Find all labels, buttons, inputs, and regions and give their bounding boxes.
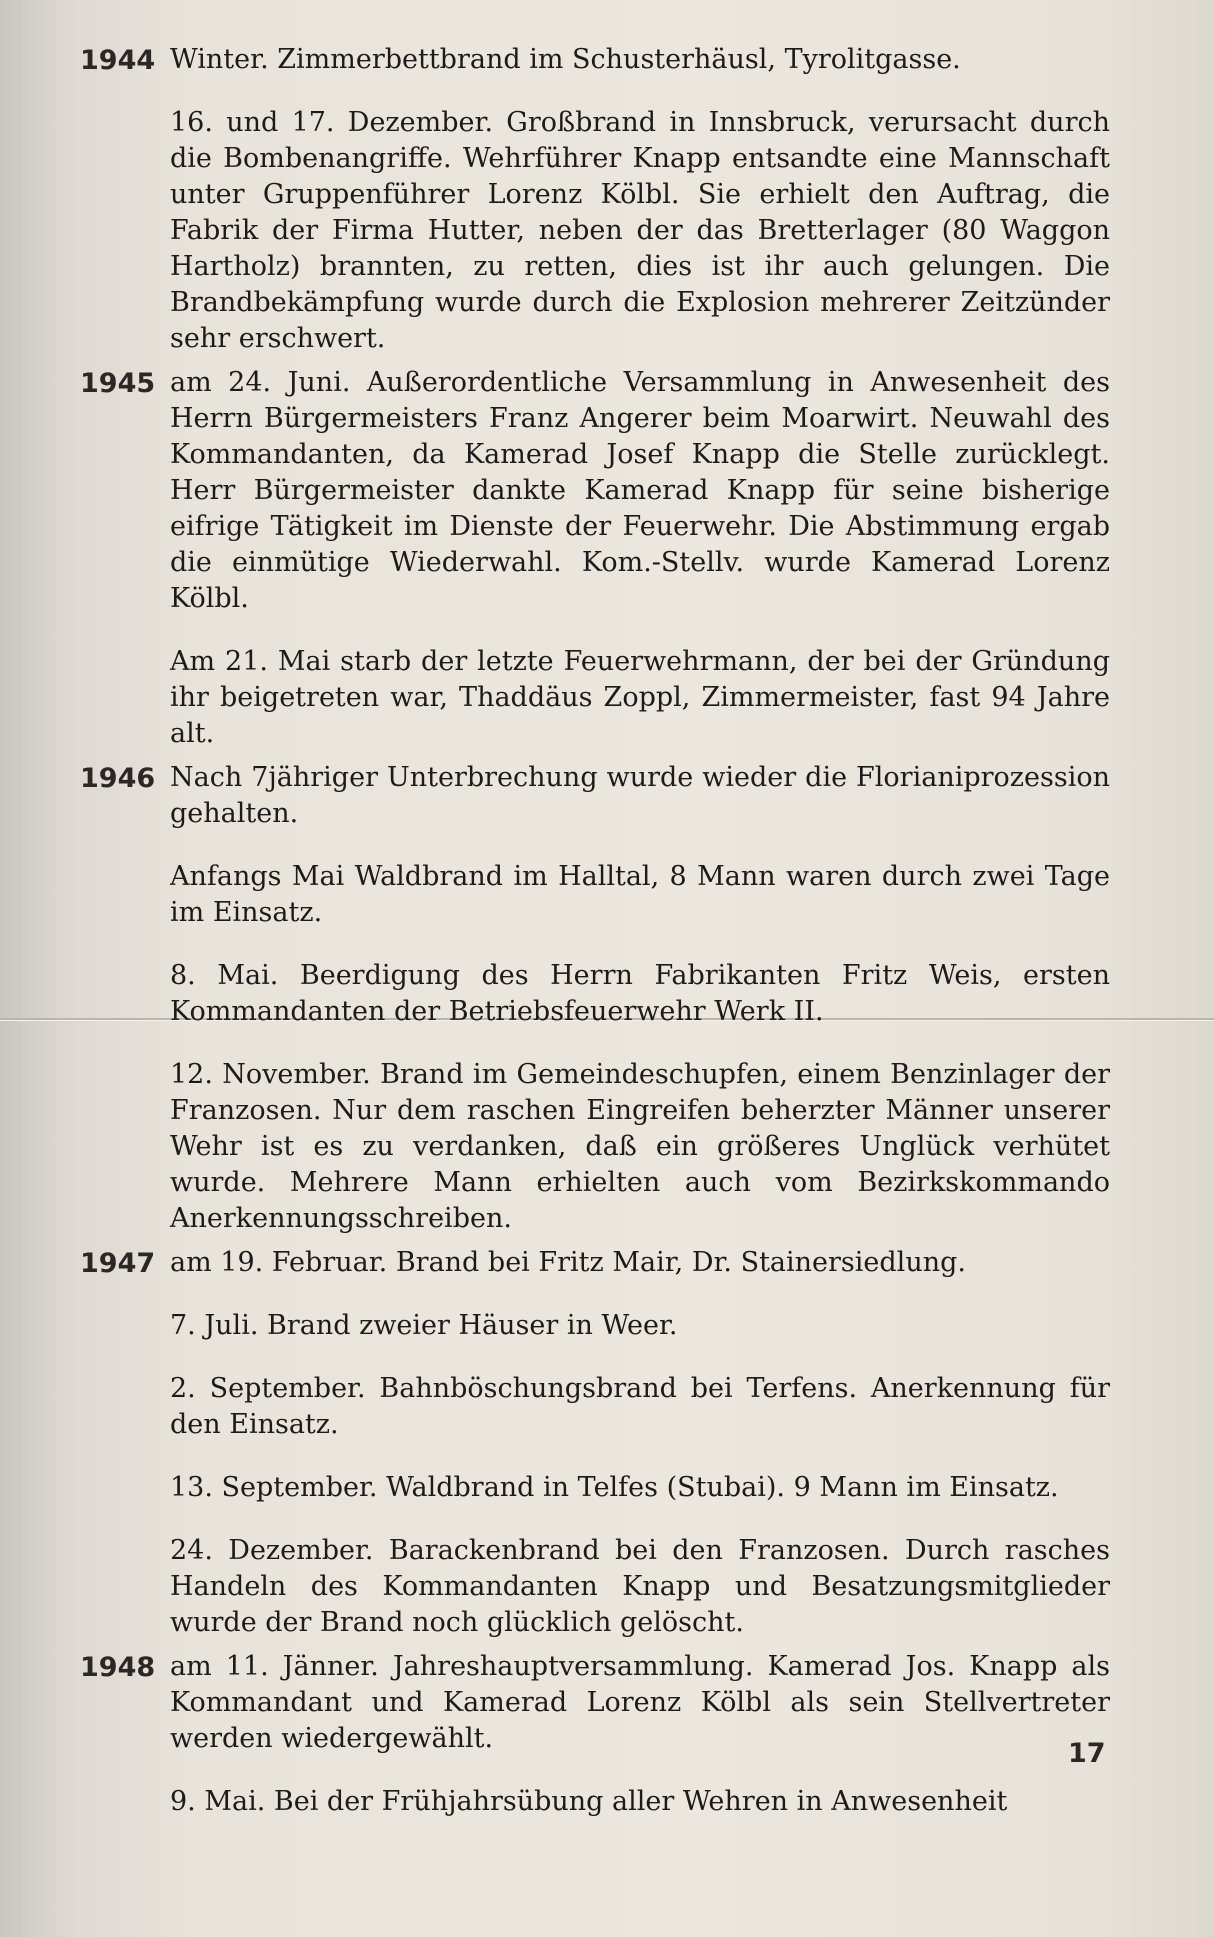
- year-block-1945: [0, 365, 1214, 752]
- chronicle-entry: 9. Mai. Bei der Frühjahrsübung aller Wehren in Anwesenheit: [170, 1786, 1008, 1817]
- chronicle-entry: am 19. Februar. Brand bei Fritz Mair, Dr. Stainersiedlung.: [170, 1247, 966, 1278]
- year-block-1944: [0, 42, 1214, 357]
- chronicle-entry: Anfangs Mai Waldbrand im Halltal, 8 Mann waren durch zwei Tage im Einsatz.: [170, 861, 1110, 928]
- year-block-1948: [0, 1649, 1214, 1820]
- year-block-1947: [0, 1245, 1214, 1641]
- chronicle-entries: [0, 42, 1214, 1828]
- chronicle-entry: Nach 7jähriger Unterbrechung wurde wieder die Florianiprozession gehalten.: [170, 762, 1110, 829]
- year-label: 1946: [80, 763, 156, 794]
- chronicle-entry: am 11. Jänner. Jahreshauptversammlung. Kamerad Jos. Knapp als Kommandant und Kamerad Lorenz Kölbl als sein Stellvertreter werden wiedergewählt.: [170, 1651, 1110, 1754]
- year-label: 1944: [80, 45, 156, 76]
- chronicle-entry: 7. Juli. Brand zweier Häuser in Weer.: [170, 1310, 678, 1341]
- chronicle-entry: 12. November. Brand im Gemeindeschupfen, einem Benzinlager der Franzosen. Nur dem raschen Eingreifen beherzter Männer unserer Wehr ist es zu verdanken, daß ein größeres Unglück verhütet wurde. Mehrere Mann erhielten auch vom Bezirkskommando Anerkennungsschreiben.: [170, 1059, 1110, 1234]
- chronicle-entry: Winter. Zimmerbettbrand im Schusterhäusl, Tyrolitgasse.: [170, 44, 961, 75]
- page-number: 17: [1068, 1738, 1106, 1769]
- chronicle-entry: 24. Dezember. Barackenbrand bei den Franzosen. Durch rasches Handeln des Kommandanten Knapp und Besatzungsmitglieder wurde der Brand noch glücklich gelöscht.: [170, 1535, 1110, 1638]
- year-label: 1945: [80, 368, 156, 399]
- year-label: 1948: [80, 1652, 156, 1683]
- year-block-1946: [0, 760, 1214, 1237]
- chronicle-entry: 16. und 17. Dezember. Großbrand in Innsbruck, verursacht durch die Bombenangriffe. Wehrführer Knapp entsandte eine Mannschaft unter Gruppenführer Lorenz Kölbl. Sie erhielt den Auftrag, die Fabrik der Firma Hutter, neben der das Bretterlager (80 Waggon Hartholz) brannten, zu retten, dies ist ihr auch gelungen. Die Brandbekämpfung wurde durch die Explosion mehrerer Zeitzünder sehr erschwert.: [170, 107, 1110, 354]
- chronicle-entry: am 24. Juni. Außerordentliche Versammlung in Anwesenheit des Herrn Bürgermeisters Franz Angerer beim Moarwirt. Neuwahl des Kommandanten, da Kamerad Josef Knapp die Stelle zurücklegt. Herr Bürgermeister dankte Kamerad Knapp für seine bisherige eifrige Tätigkeit im Dienste der Feuerwehr. Die Abstimmung ergab die einmütige Wiederwahl. Kom.-Stellv. wurde Kamerad Lorenz Kölbl.: [170, 367, 1110, 614]
- chronicle-entry: 8. Mai. Beerdigung des Herrn Fabrikanten Fritz Weis, ersten Kommandanten der Betriebsfeuerwehr Werk II.: [170, 960, 1110, 1027]
- year-label: 1947: [80, 1248, 156, 1279]
- chronicle-entry: Am 21. Mai starb der letzte Feuerwehrmann, der bei der Gründung ihr beigetreten war, Thaddäus Zoppl, Zimmermeister, fast 94 Jahre alt.: [170, 646, 1110, 749]
- chronicle-entry: 13. September. Waldbrand in Telfes (Stubai). 9 Mann im Einsatz.: [170, 1472, 1059, 1503]
- chronicle-entry: 2. September. Bahnböschungsbrand bei Terfens. Anerkennung für den Einsatz.: [170, 1373, 1110, 1440]
